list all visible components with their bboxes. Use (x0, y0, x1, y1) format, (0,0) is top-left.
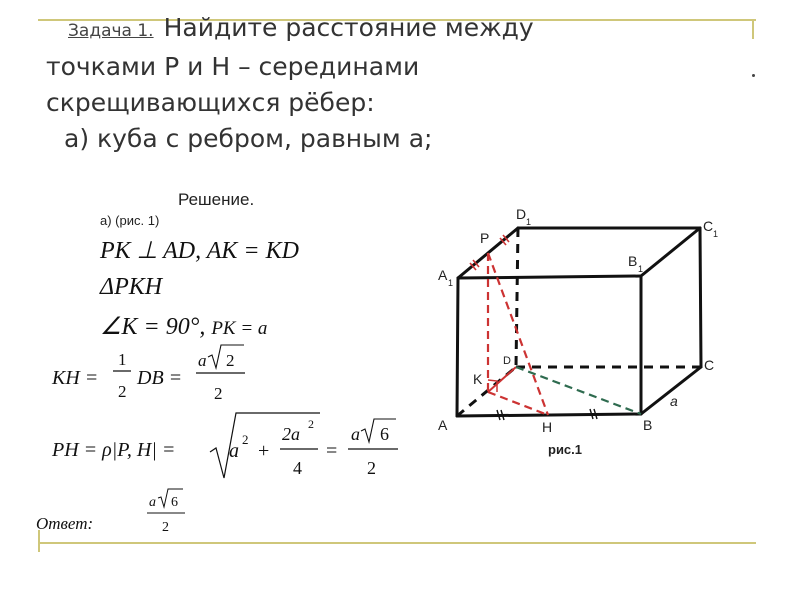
triangle-statement: ΔPKH (100, 274, 163, 300)
ph-frac-exp: 2 (308, 417, 314, 431)
kh-lhs: KH = (52, 367, 99, 389)
figure-caption: рис.1 (548, 442, 583, 457)
ph-res-a: a (351, 424, 360, 444)
label-p: P (480, 230, 490, 246)
edge-a1a (457, 278, 458, 416)
label-b: B (643, 417, 653, 433)
kh-denominator: 2 (214, 384, 223, 403)
task-line-1: Найдите расстояние между (163, 13, 534, 42)
label-a1: A (438, 267, 448, 283)
label-d1: D (516, 206, 527, 222)
ph-res-den: 2 (367, 458, 376, 478)
ph-plus: + (258, 440, 270, 462)
task-label: Задача 1. (68, 21, 154, 41)
solution-subheading: а) (рис. 1) (100, 213, 160, 228)
label-k: K (473, 371, 483, 387)
task-case-a: а) куба с ребром, равным а; (64, 124, 433, 153)
kh-num-root: 2 (226, 351, 235, 370)
kh-num-a: a (198, 351, 207, 370)
ph-frac-num: 2a (282, 424, 300, 444)
label-edge-a: a (670, 393, 678, 409)
answer-den: 2 (162, 520, 169, 535)
task-line-2: точками P и H – серединами (46, 52, 420, 81)
edge-b1c1 (641, 228, 700, 276)
edge-c1c (700, 228, 701, 367)
edge-ab (457, 414, 641, 416)
label-d: D (503, 355, 511, 367)
half-numerator: 1 (118, 350, 127, 369)
pk-statement: PK = a (211, 318, 268, 339)
edge-a1b1 (458, 276, 641, 278)
vertex-labels (438, 206, 718, 435)
ph-res-root: 6 (380, 424, 389, 444)
answer-num-root: 6 (171, 495, 178, 510)
label-b1-sub: 1 (638, 264, 644, 274)
perp-statement: PK ⊥ AD, AK = KD (100, 238, 299, 264)
db-eq: DB = (137, 367, 183, 389)
label-c1-sub: 1 (713, 229, 719, 239)
label-a1-sub: 1 (448, 278, 454, 288)
ph-lhs: PH = ρ|P, H| = (52, 439, 176, 461)
ph-a: a (229, 440, 239, 462)
answer-label: Ответ: (36, 514, 94, 533)
label-b1: B (628, 253, 638, 269)
db-diagonal (516, 367, 641, 414)
label-d1-sub: 1 (526, 217, 532, 227)
label-c1: C (703, 218, 714, 234)
task-line-3: скрещивающихся рёбер: (46, 88, 375, 117)
kd-red (488, 367, 516, 392)
half-denominator: 2 (118, 382, 127, 401)
right-angle-statement: ∠K = 90°, (100, 314, 206, 340)
label-a: A (438, 417, 448, 433)
label-h: H (542, 419, 553, 435)
answer-num-a: a (149, 495, 156, 510)
edge-d1d (516, 228, 518, 367)
solution-heading: Решение. (178, 190, 255, 209)
ph-frac-den: 4 (293, 458, 302, 478)
ph-a-exp: 2 (242, 432, 249, 447)
label-c: C (704, 357, 715, 373)
ph-eq: = (326, 440, 338, 462)
